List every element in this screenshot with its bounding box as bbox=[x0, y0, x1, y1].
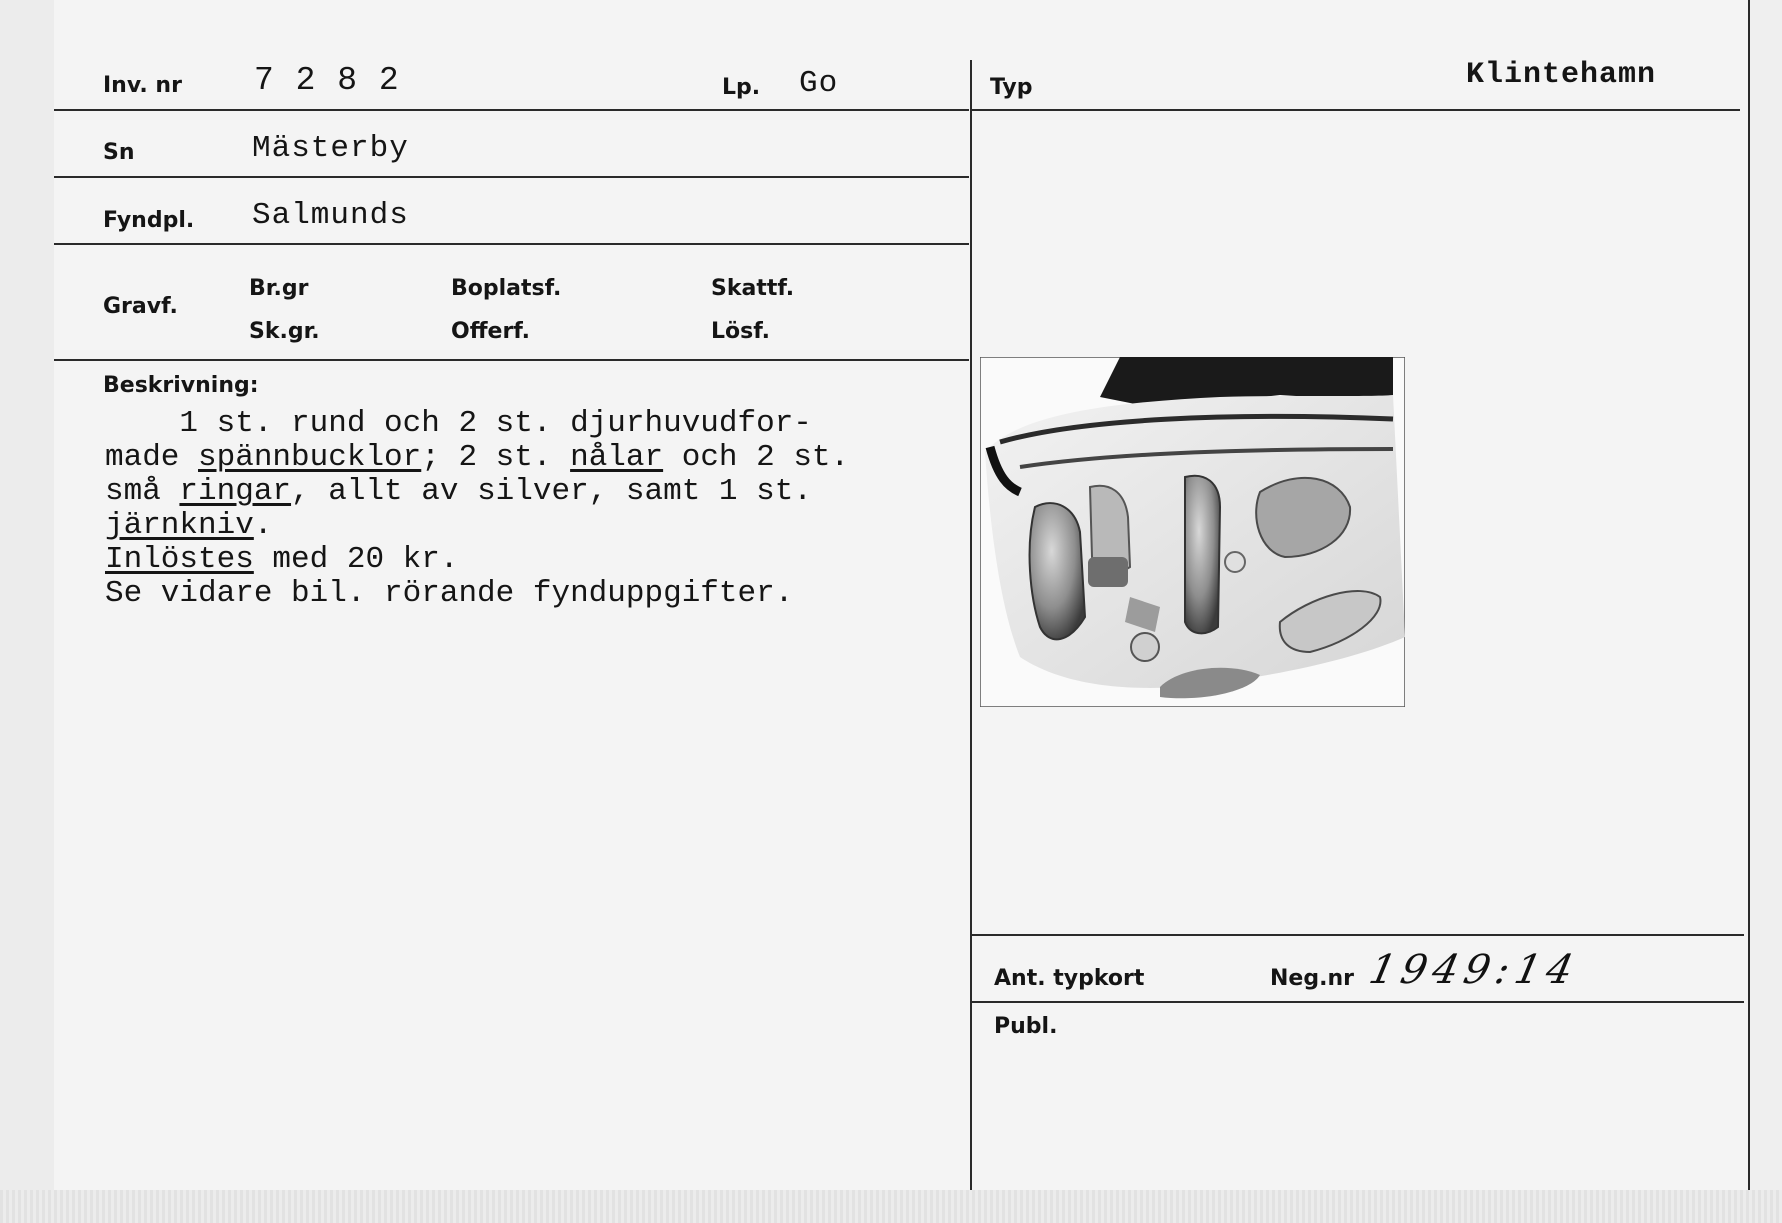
description-text bbox=[105, 407, 849, 611]
scan-bottom-edge bbox=[0, 1190, 1782, 1223]
desc-term-spannbucklor: spännbucklor bbox=[198, 440, 422, 475]
lp-label: Lp. bbox=[722, 75, 761, 100]
ant-typkort-label: Ant. typkort bbox=[994, 966, 1145, 991]
typ-label: Typ bbox=[990, 75, 1033, 100]
inv-nr-label: Inv. nr bbox=[103, 73, 182, 98]
desc-line-1: 1 st. rund och 2 st. djurhuvudfor- bbox=[105, 406, 812, 441]
row-line-4 bbox=[54, 359, 969, 361]
right-row-line-2 bbox=[972, 934, 1744, 936]
row-line-1 bbox=[54, 109, 969, 111]
artifact-photograph bbox=[980, 357, 1405, 707]
desc-term-ringar: ringar bbox=[179, 474, 292, 509]
desc-line-6: Se vidare bil. rörande fynduppgifter. bbox=[105, 576, 794, 611]
boplatsf-label: Boplatsf. bbox=[451, 276, 562, 301]
negnr-label: Neg.nr bbox=[1270, 966, 1354, 991]
row-line-3 bbox=[54, 243, 969, 245]
skgr-label: Sk.gr. bbox=[249, 319, 320, 344]
scan-margin-right bbox=[1750, 0, 1782, 1223]
scan-margin-left bbox=[0, 0, 54, 1223]
desc-term-nalar: nålar bbox=[570, 440, 664, 475]
sn-value: Mästerby bbox=[252, 131, 409, 166]
sn-label: Sn bbox=[103, 140, 135, 165]
column-divider bbox=[970, 60, 972, 1190]
desc-line-4b: . bbox=[253, 508, 273, 543]
publ-label: Publ. bbox=[994, 1014, 1058, 1039]
desc-line-2c: ; 2 st. bbox=[421, 440, 571, 475]
row-line-2 bbox=[54, 176, 969, 178]
desc-line-3a: små bbox=[105, 474, 180, 509]
desc-line-2e: och 2 st. bbox=[663, 440, 850, 475]
right-row-line-1 bbox=[972, 109, 1740, 111]
fyndpl-label: Fyndpl. bbox=[103, 208, 195, 233]
losf-label: Lösf. bbox=[711, 319, 770, 344]
gravf-label: Gravf. bbox=[103, 294, 178, 319]
offerf-label: Offerf. bbox=[451, 319, 531, 344]
brgr-label: Br.gr bbox=[249, 276, 309, 301]
typ-value: Klintehamn bbox=[1466, 58, 1657, 92]
fyndpl-value: Salmunds bbox=[252, 198, 409, 233]
skattf-label: Skattf. bbox=[711, 276, 795, 301]
desc-term-jarnkniv: järnkniv bbox=[105, 508, 254, 543]
right-border bbox=[1748, 0, 1750, 1190]
negnr-handwritten-value: 1949:14 bbox=[1365, 947, 1584, 993]
desc-term-inlostes: Inlöstes bbox=[105, 542, 254, 577]
desc-line-2a: made bbox=[105, 440, 199, 475]
right-row-line-3 bbox=[972, 1001, 1744, 1003]
inv-nr-value: 7 2 8 2 bbox=[254, 62, 400, 99]
desc-line-5b: med 20 kr. bbox=[253, 542, 459, 577]
beskrivning-label: Beskrivning: bbox=[103, 373, 259, 398]
desc-line-3c: , allt av silver, samt 1 st. bbox=[291, 474, 812, 509]
lp-value: Go bbox=[799, 66, 839, 101]
